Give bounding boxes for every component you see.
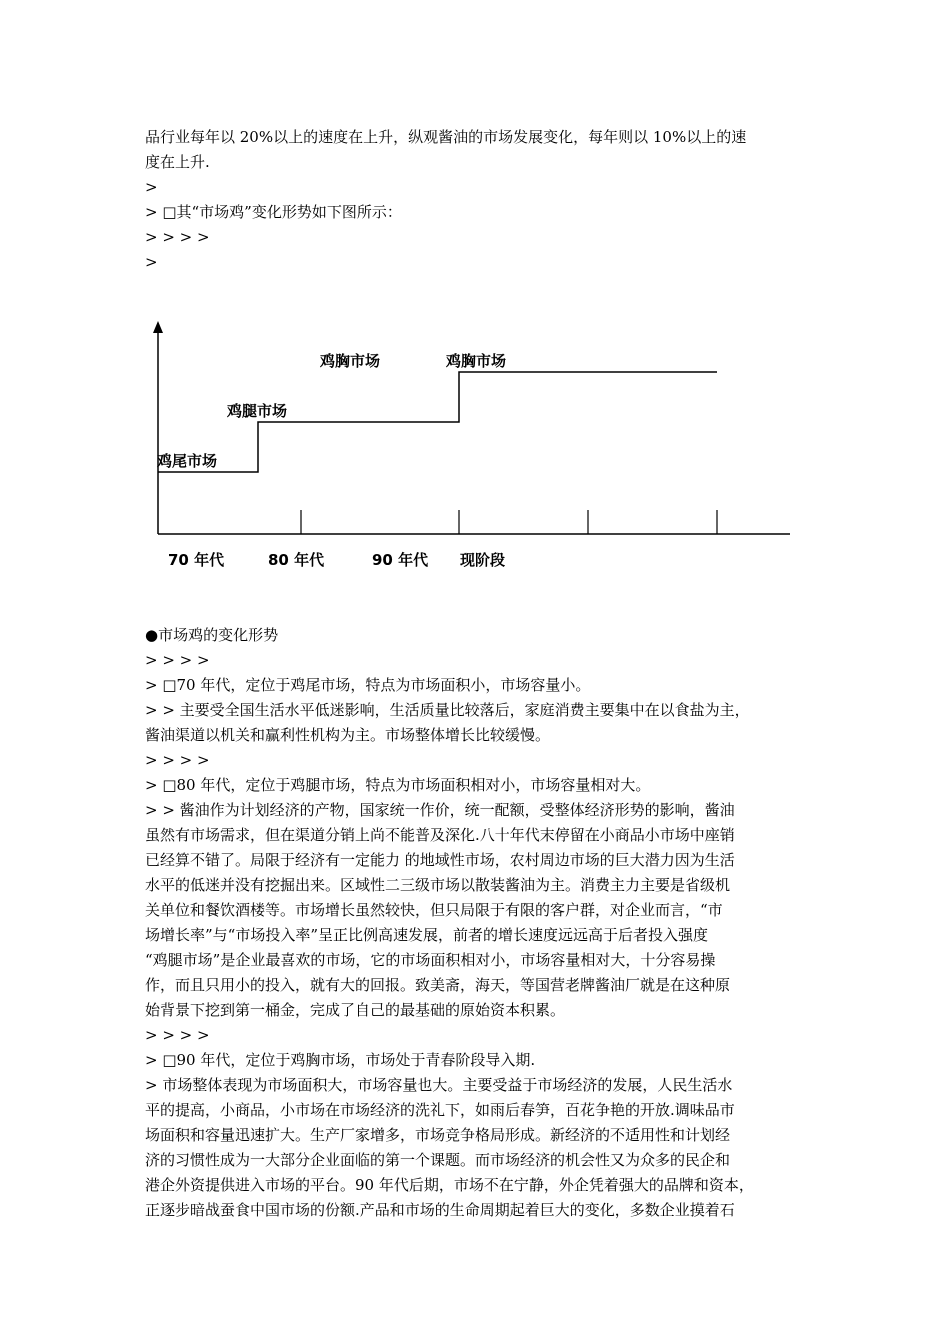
text-line: > > 酱油作为计划经济的产物，国家统一作价，统一配额，受整体经济形势的影响，酱油 bbox=[145, 801, 735, 819]
text-line: 品行业每年以 20%以上的速度在上升，纵观酱油的市场发展变化，每年则以 10%以上的速 bbox=[145, 128, 747, 146]
axis-label: 90 年代 bbox=[372, 551, 429, 569]
text-line: 济的习惯性成为一大部分企业面临的第一个课题。而市场经济的机会性又为众多的民企和 bbox=[145, 1151, 731, 1169]
text-line: 已经算不错了。局限于经济有一定能力 的地域性市场，农村周边市场的巨大潜力因为生活 bbox=[145, 851, 735, 869]
step-line bbox=[158, 372, 717, 472]
text-line: 场面积和容量迅速扩大。生产厂家增多，市场竞争格局形成。新经济的不适用性和计划经 bbox=[145, 1126, 731, 1144]
text-line: 酱油渠道以机关和赢利性机构为主。市场整体增长比较缓慢。 bbox=[145, 726, 551, 744]
stage-label: 鸡胸市场 bbox=[446, 352, 507, 370]
text-line: > > > > bbox=[145, 228, 210, 246]
text-line: 港企外资提供进入市场的平台。90 年代后期，市场不在宁静，外企凭着强大的品牌和资本， bbox=[145, 1176, 754, 1194]
text-line: > □70 年代，定位于鸡尾市场，特点为市场面积小，市场容量小。 bbox=[145, 676, 591, 694]
stage-label: 鸡胸市场 bbox=[320, 352, 381, 370]
axis-label: 现阶段 bbox=[460, 551, 506, 569]
text-line: > □80 年代，定位于鸡腿市场，特点为市场面积相对小，市场容量相对大。 bbox=[145, 776, 651, 794]
text-line: 场增长率”与“市场投入率”呈正比例高速发展，前者的增长速度远远高于后者投入强度 bbox=[145, 926, 709, 944]
text-line: > □其“市场鸡”变化形势如下图所示： bbox=[145, 203, 402, 221]
text-line: > > > > bbox=[145, 751, 210, 769]
text-line: 虽然有市场需求，但在渠道分销上尚不能普及深化.八十年代末停留在小商品小市场中座销 bbox=[145, 826, 735, 844]
stage-label: 鸡腿市场 bbox=[227, 402, 288, 420]
text-line: > □90 年代，定位于鸡胸市场，市场处于青春阶段导入期. bbox=[145, 1051, 536, 1069]
text-line: 关单位和餐饮酒楼等。市场增长虽然较快，但只局限于有限的客户群，对企业而言，“市 bbox=[145, 901, 723, 919]
text-line: 正逐步暗战蚕食中国市场的份额.产品和市场的生命周期起着巨大的变化，多数企业摸着石 bbox=[145, 1201, 735, 1219]
stage-label: 鸡尾市场 bbox=[157, 452, 218, 470]
text-line: > bbox=[145, 178, 158, 196]
text-line: > > 主要受全国生活水平低迷影响，生活质量比较落后，家庭消费主要集中在以食盐为主， bbox=[145, 701, 750, 719]
axis-label: 70 年代 bbox=[168, 551, 225, 569]
text-line: 平的提高，小商品，小市场在市场经济的洗礼下，如雨后春笋，百花争艳的开放.调味品市 bbox=[145, 1101, 735, 1119]
text-line: > 市场整体表现为市场面积大，市场容量也大。主要受益于市场经济的发展，人民生活水 bbox=[145, 1076, 733, 1094]
text-line: > > > > bbox=[145, 651, 210, 669]
text-line: 水平的低迷并没有挖掘出来。区域性二三级市场以散装酱油为主。消费主力主要是省级机 bbox=[145, 876, 731, 894]
text-line: 度在上升. bbox=[145, 153, 210, 171]
text-line: 始背景下挖到第一桶金，完成了自己的最基础的原始资本积累。 bbox=[145, 1001, 566, 1019]
y-axis-arrow bbox=[153, 321, 163, 333]
text-line: 作，而且只用小的投入，就有大的回报。致美斋，海天，等国营老牌酱油厂就是在这种原 bbox=[145, 976, 731, 994]
text-line: > > > > bbox=[145, 1026, 210, 1044]
text-line: > bbox=[145, 253, 158, 271]
text-line: ●市场鸡的变化形势 bbox=[145, 626, 279, 644]
axis-label: 80 年代 bbox=[268, 551, 325, 569]
text-line: “鸡腿市场”是企业最喜欢的市场，它的市场面积相对小，市场容量相对大，十分容易操 bbox=[145, 951, 716, 969]
